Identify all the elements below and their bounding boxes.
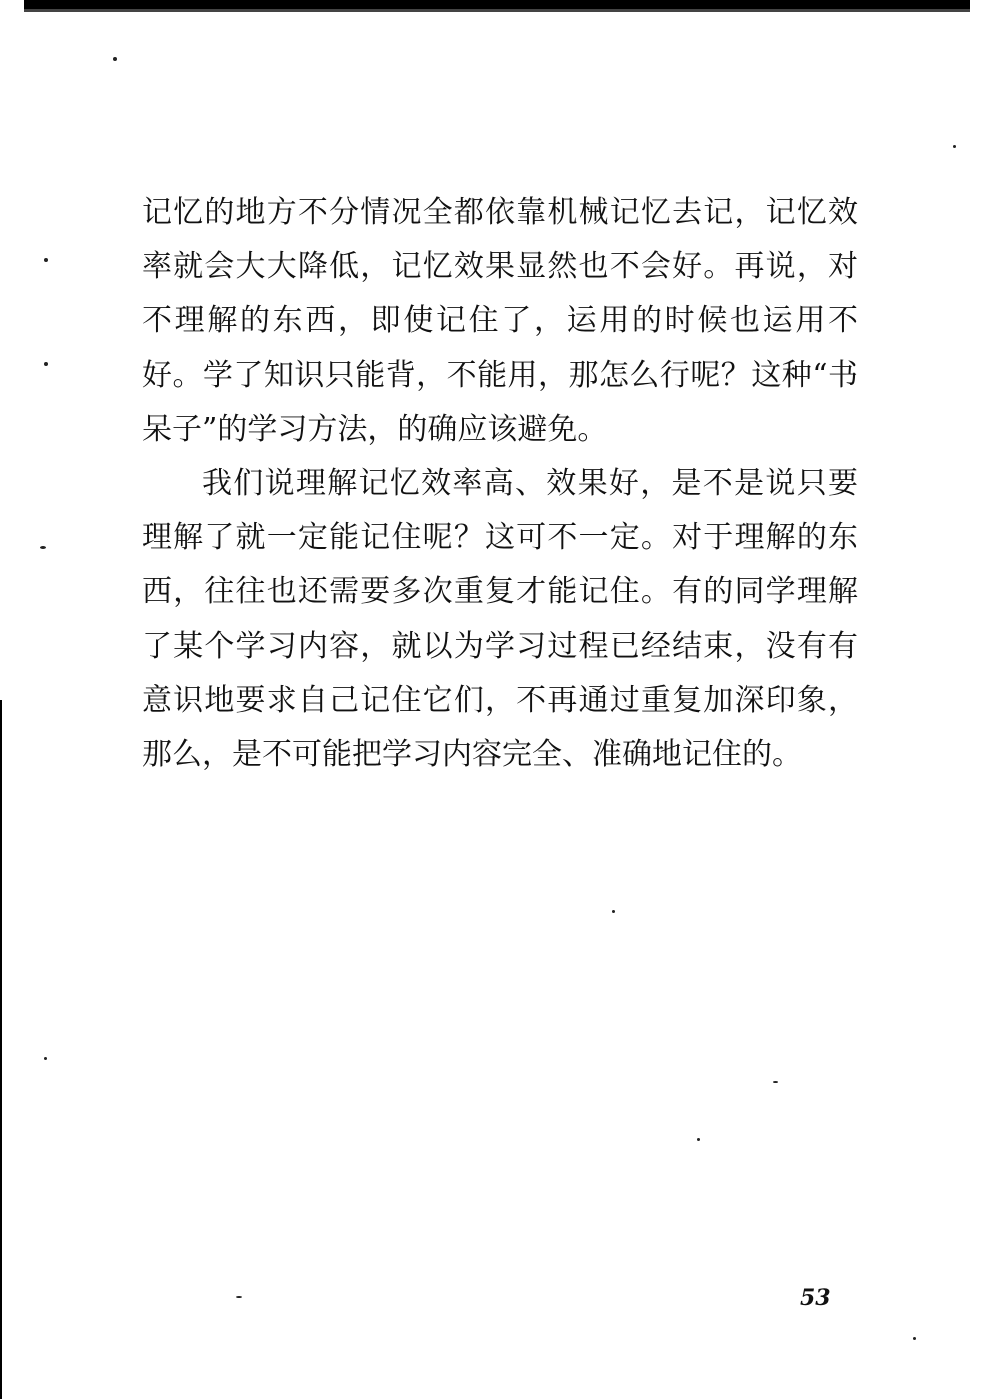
scan-speck [697,1138,700,1141]
scan-speck [44,1057,47,1060]
body-text [142,186,858,782]
top-border-rule [24,0,970,9]
left-scan-edge [0,700,2,1399]
scan-speck [913,1337,916,1340]
top-border-shadow [24,9,970,12]
scan-speck [113,57,117,61]
page-number: 53 [800,1285,831,1311]
scan-speck [236,1296,242,1298]
paragraph-1: 记忆的地方不分情况全都依靠机械记忆去记，记忆效率就会大大降低，记忆效果显然也不会好。再说，对不理解的东西，即使记住了，运用的时候也运用不好。学了知识只能背，不能用，那怎么行呢？这种“书呆子”的学习方法，的确应该避免。 [142,195,858,447]
scan-speck [612,910,615,913]
paragraph-2: 我们说理解记忆效率高、效果好，是不是说只要理解了就一定能记住呢？这可不一定。对于理解的东西，往往也还需要多次重复才能记住。有的同学理解了某个学习内容，就以为学习过程已经结束，没有有意识地要求自己记住它们，不再通过重复加深印象，那么，是不可能把学习内容完全、准确地记住的。 [142,466,858,773]
scan-speck [953,145,956,148]
scan-speck [44,258,48,262]
scan-speck [44,362,48,366]
scan-speck [40,546,46,549]
scan-speck [773,1081,778,1083]
